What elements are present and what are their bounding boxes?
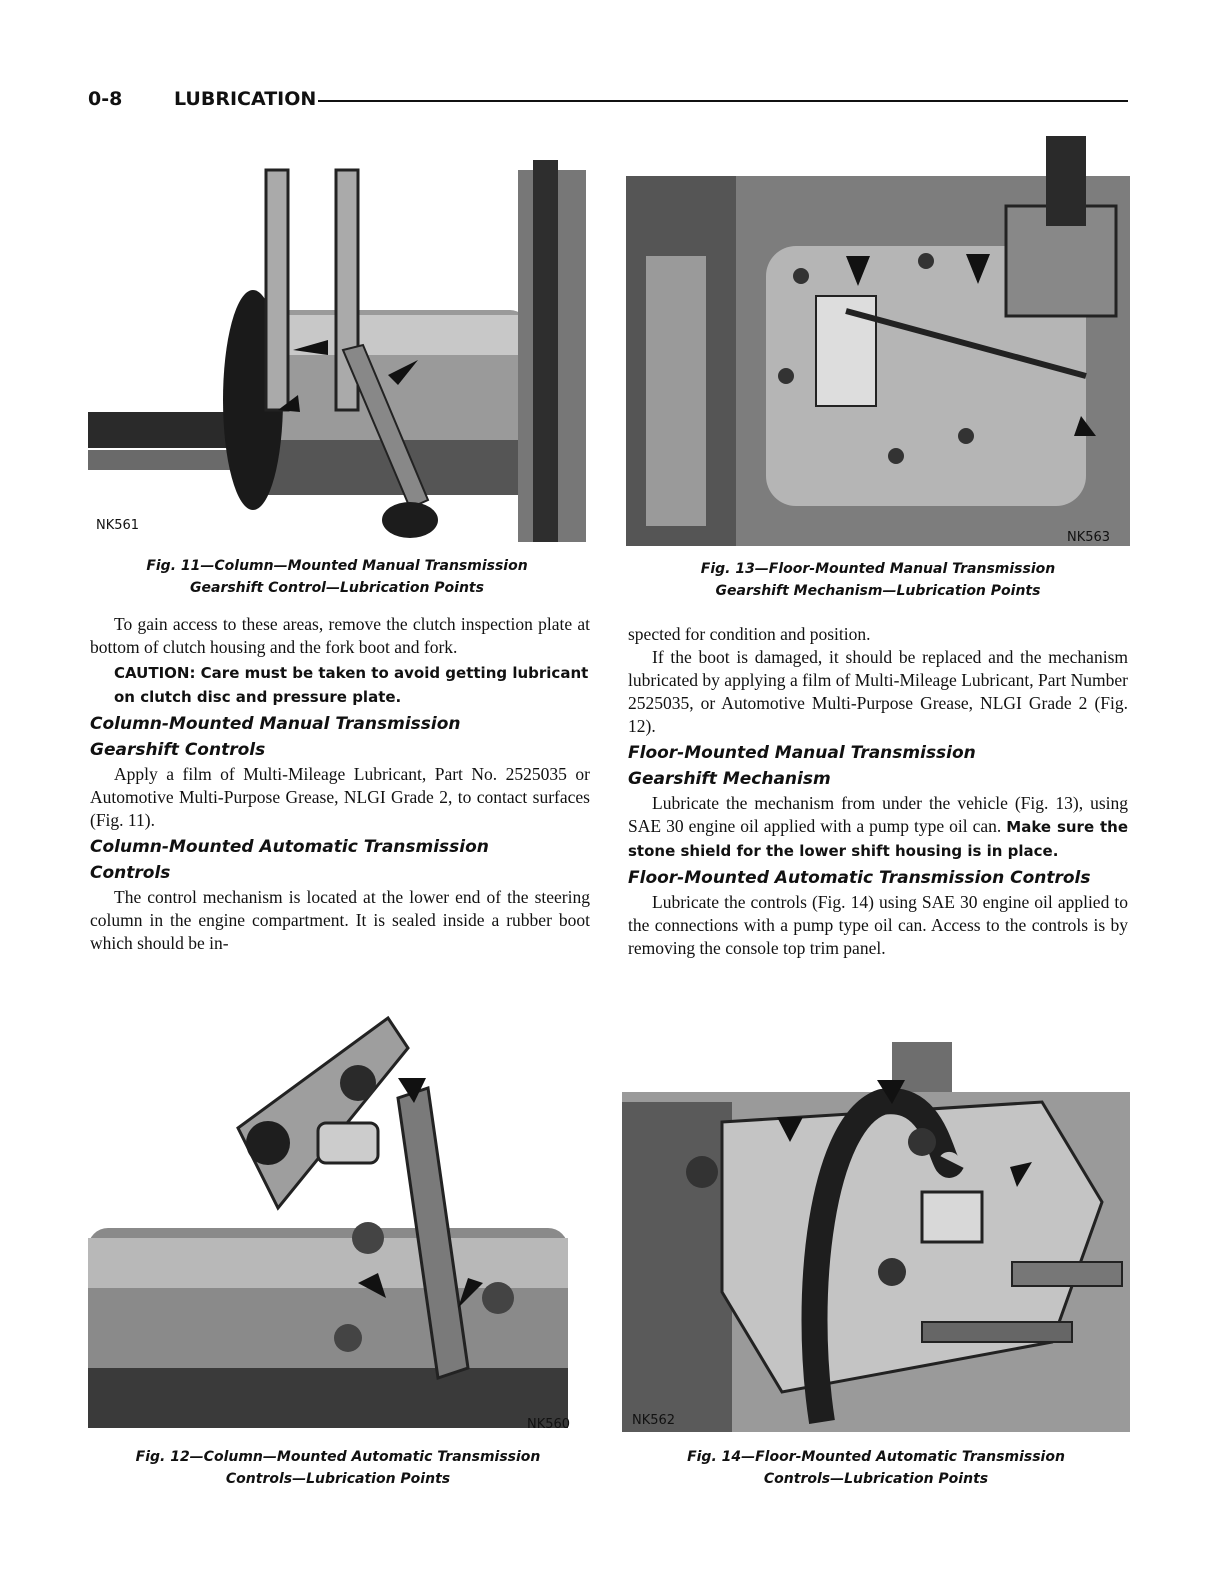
- figure-11-photo: [88, 150, 586, 542]
- figure-13-caption-line-2: Gearshift Mechanism—Lubrication Points: [715, 583, 1041, 599]
- figure-13-caption-line-1: Fig. 13—Floor-Mounted Manual Transmission: [700, 561, 1056, 577]
- heading-floor-manual-2: Gearshift Mechanism: [628, 769, 831, 789]
- figure-12-code: NK560: [527, 1417, 571, 1432]
- heading-column-auto-2: Controls: [90, 863, 171, 883]
- figure-14-caption-line-2: Controls—Lubrication Points: [763, 1471, 989, 1487]
- figure-12-photo: [88, 1008, 588, 1436]
- intro-paragraph: To gain access to these areas, remove the clutch inspection plate at bottom of clutch housing and the fork boot and fork.: [90, 614, 590, 657]
- heading-floor-manual-1: Floor-Mounted Manual Transmission: [628, 743, 976, 763]
- heading-column-manual-1: Column-Mounted Manual Transmission: [90, 714, 461, 734]
- heading-column-auto-1: Column-Mounted Automatic Transmission: [90, 837, 489, 857]
- page-number: 0-8: [88, 88, 123, 110]
- figure-12-caption: [88, 1446, 588, 1490]
- figure-11-code: NK561: [96, 518, 140, 533]
- figure-14-code: NK562: [632, 1413, 676, 1428]
- heading-column-manual-2: Gearshift Controls: [90, 740, 266, 760]
- figure-13-caption: [626, 558, 1130, 602]
- left-column: [90, 613, 590, 955]
- floor-manual-paragraph: [628, 792, 1128, 863]
- continued-paragraph: spected for condition and position.: [628, 624, 871, 644]
- floor-manual-text: Lubricate the mechanism from under the vehicle (Fig. 13), using SAE 30 engine oil applied with a pump type oil can.: [628, 793, 1128, 836]
- figure-11-caption-line-1: Fig. 11—Column—Mounted Manual Transmission: [146, 558, 528, 574]
- figure-14-caption: [622, 1446, 1130, 1490]
- figure-11-caption-line-2: Gearshift Control—Lubrication Points: [190, 580, 484, 596]
- page-header: [88, 88, 1128, 118]
- figure-14-caption-line-1: Fig. 14—Floor-Mounted Automatic Transmission: [687, 1449, 1065, 1465]
- heading-floor-auto: Floor-Mounted Automatic Transmission Controls: [628, 868, 1091, 888]
- section-title: LUBRICATION: [174, 88, 317, 110]
- figure-11-caption: [88, 555, 586, 599]
- figure-14-photo: [622, 1042, 1130, 1434]
- figure-13-code: NK563: [1067, 530, 1111, 545]
- caution-note: CAUTION: Care must be taken to avoid getting lubricant on clutch disc and pressure plate.: [114, 664, 589, 706]
- column-auto-paragraph: The control mechanism is located at the lower end of the steering column in the engine compartment. It is sealed inside a rubber boot which should be in-: [90, 887, 590, 953]
- floor-auto-paragraph: Lubricate the controls (Fig. 14) using SAE 30 engine oil applied to the connections with a pump type oil can. Access to the controls is by removing the console top trim panel.: [628, 892, 1128, 958]
- figure-12-caption-line-2: Controls—Lubrication Points: [225, 1471, 451, 1487]
- figure-12-caption-line-1: Fig. 12—Column—Mounted Automatic Transmission: [135, 1449, 541, 1465]
- figure-13-photo: [626, 136, 1130, 546]
- right-column: [628, 623, 1128, 960]
- header-rule: [318, 100, 1128, 102]
- floor-manual-bold-note: Make sure the stone shield for the lower shift housing is in place.: [628, 818, 1129, 860]
- column-manual-paragraph: Apply a film of Multi-Mileage Lubricant, Part No. 2525035 or Automotive Multi-Purpose Grease, NLGI Grade 2, to contact surfaces (Fig. 11).: [90, 764, 590, 830]
- boot-paragraph: If the boot is damaged, it should be replaced and the mechanism lubricated by applying a film of Multi-Mileage Lubricant, Part Number 2525035, or Automotive Multi-Purpose Grease, NLGI Grade 2 (Fig. 12).: [628, 647, 1128, 736]
